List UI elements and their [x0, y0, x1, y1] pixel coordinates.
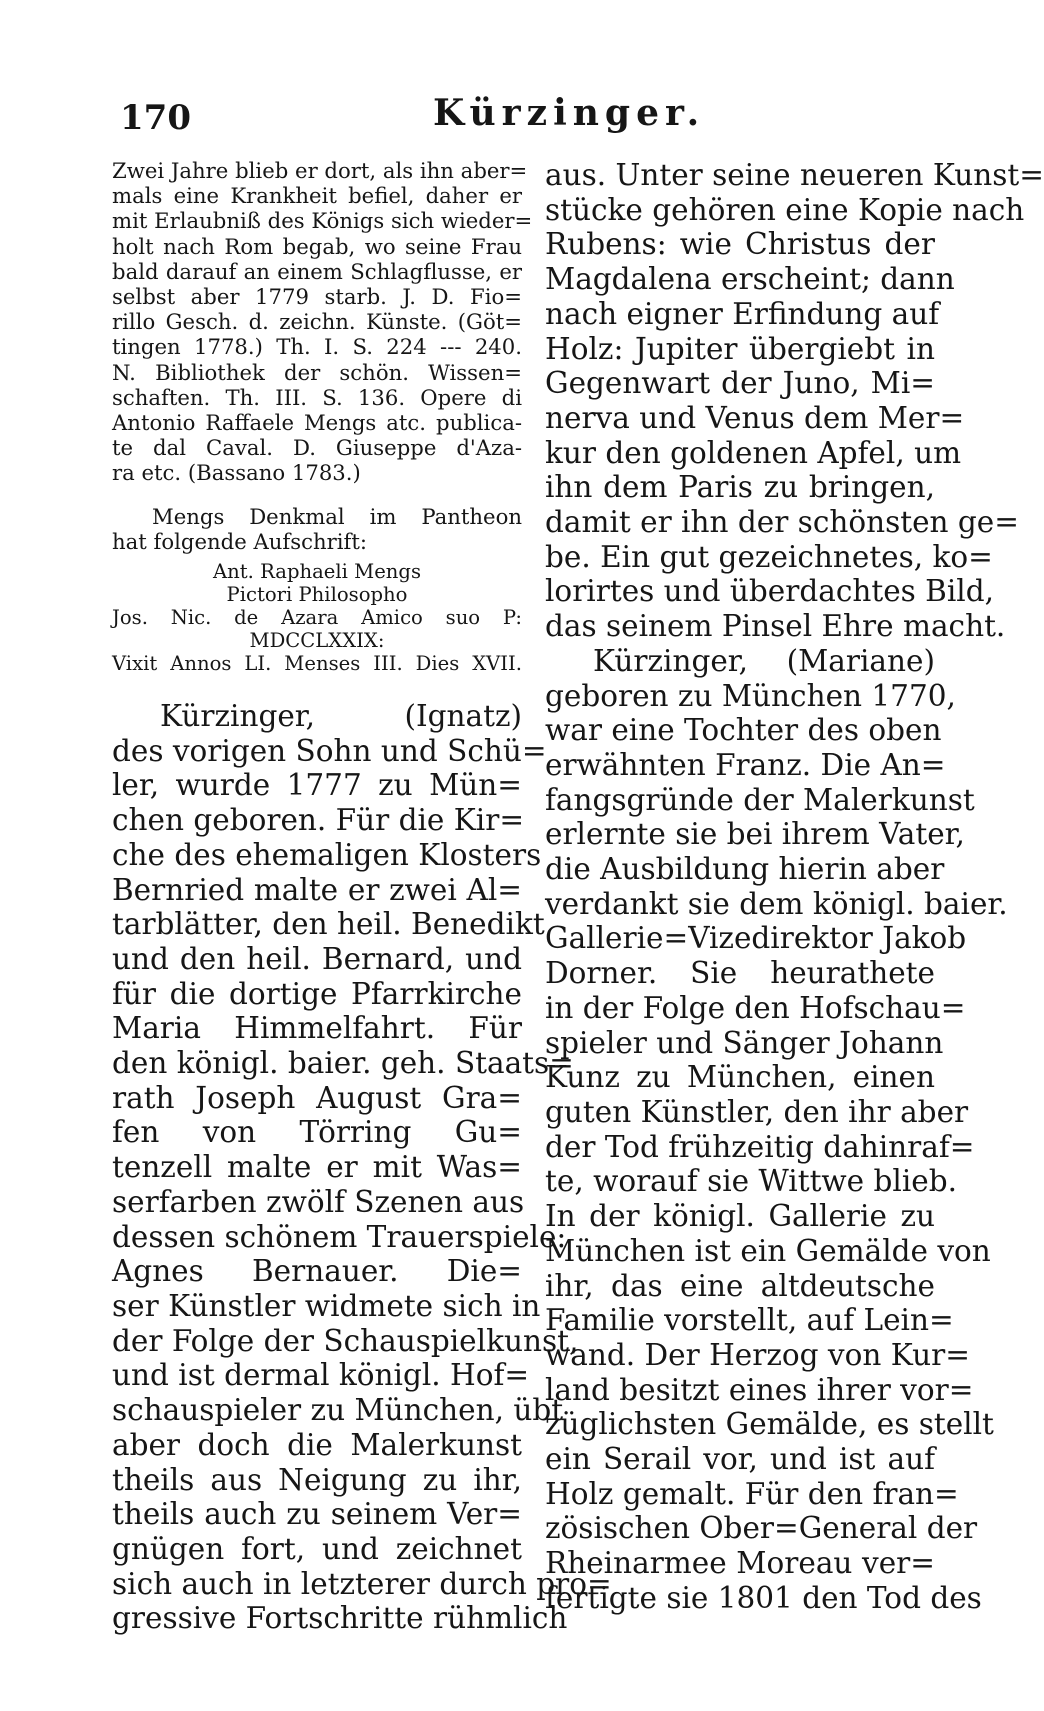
text-line: Gallerie=Vizedirektor Jakob — [545, 921, 967, 956]
text-line: erwähnten Franz. Die An= — [545, 747, 946, 782]
text-line: stücke gehören eine Kopie nach — [545, 192, 1025, 227]
text-line: spieler und Sänger Johann — [545, 1025, 944, 1060]
inscription-line: Vixit Annos LI. Menses III. Dies XVII. — [112, 652, 522, 676]
text-line: tarblätter, den heil. Benedikt — [112, 907, 545, 942]
text-line: Dorner. Sie heurathete — [545, 956, 935, 991]
text-line: Bernried malte er zwei Al= — [112, 872, 522, 907]
text-line: des vorigen Sohn und Schü= — [112, 733, 547, 768]
text-line: verdankt sie dem königl. baier. — [545, 886, 1008, 921]
text-line: Holz: Jupiter übergiebt in — [545, 331, 935, 366]
text-line: theils auch zu seinem Ver= — [112, 1497, 522, 1532]
left-column — [112, 158, 612, 1636]
text-line: ihr, das eine altdeutsche — [545, 1268, 935, 1303]
text-line: Rubens: wie Christus der — [545, 227, 935, 262]
text-line: N. Bibliothek der schön. Wissen= — [112, 359, 522, 385]
text-line: gnügen fort, und zeichnet — [112, 1531, 522, 1566]
text-line: ihn dem Paris zu bringen, — [545, 470, 935, 505]
text-line: der Folge der Schauspielkunst, — [112, 1323, 579, 1358]
inscription — [112, 560, 522, 675]
text-line: che des ehemaligen Klosters — [112, 837, 542, 872]
text-line: Holz gemalt. Für den fran= — [545, 1476, 959, 1511]
text-line: Rheinarmee Moreau ver= — [545, 1546, 935, 1581]
text-line: rath Joseph August Gra= — [112, 1080, 522, 1115]
text-line: war eine Tochter des oben — [545, 713, 942, 748]
text-line: tenzell malte er mit Was= — [112, 1150, 522, 1185]
text-line: ler, wurde 1777 zu Mün= — [112, 768, 522, 803]
text-line: für die dortige Pfarrkirche — [112, 976, 522, 1011]
entry-heading-line: Kürzinger, (Ignatz) — [160, 699, 522, 734]
text-line: Zwei Jahre blieb er dort, als ihn aber= — [112, 158, 528, 183]
text-line: bald darauf an einem Schlagflusse, er — [112, 258, 522, 284]
text-line: serfarben zwölf Szenen aus — [112, 1184, 525, 1219]
text-line: guten Künstler, den ihr aber — [545, 1094, 969, 1129]
text-line: und ist dermal königl. Hof= — [112, 1358, 530, 1393]
text-line: das seinem Pinsel Ehre macht. — [545, 609, 1006, 644]
text-line: ein Serail vor, und ist auf — [545, 1442, 935, 1477]
text-line: der Tod frühzeitig dahinraf= — [545, 1129, 975, 1164]
text-line: Agnes Bernauer. Die= — [112, 1254, 522, 1289]
text-line: Gegenwart der Juno, Mi= — [545, 366, 935, 401]
text-line: kur den goldenen Apfel, um — [545, 435, 962, 470]
text-line: Mengs Denkmal im Pantheon — [152, 503, 522, 529]
text-line: Maria Himmelfahrt. Für — [112, 1011, 522, 1046]
text-line: theils aus Neigung zu ihr, — [112, 1462, 522, 1497]
left-notes — [112, 158, 533, 486]
inscription-line: MDCCLXXIX: — [249, 629, 385, 653]
text-line: erlernte sie bei ihrem Vater, — [545, 817, 965, 852]
text-line: gressive Fortschritte rühmlich — [112, 1601, 568, 1636]
text-line: ser Künstler widmete sich in — [112, 1289, 541, 1323]
right-column — [545, 158, 1044, 1616]
text-line: sich auch in letzterer durch pro= — [112, 1566, 612, 1601]
text-line: Familie vorstellt, auf Lein= — [545, 1303, 954, 1338]
text-line: Magdalena erscheint; dann — [545, 262, 955, 297]
text-line: land besitzt eines ihrer vor= — [545, 1372, 974, 1407]
text-line: mals eine Krankheit befiel, daher er — [112, 183, 522, 209]
text-line: aus. Unter seine neueren Kunst= — [545, 158, 1044, 192]
text-line: be. Ein gut gezeichnetes, ko= — [545, 539, 993, 574]
inscription-line: Jos. Nic. de Azara Amico suo P: — [112, 606, 522, 630]
text-line: München ist ein Gemälde von — [545, 1233, 991, 1268]
text-line: Kunz zu München, einen — [545, 1060, 935, 1095]
text-line: holt nach Rom begab, wo seine Frau — [112, 233, 522, 259]
page-number: 170 — [120, 98, 191, 138]
text-line: schaften. Th. III. S. 136. Opere di — [112, 384, 522, 410]
text-line: Antonio Raffaele Mengs atc. publica- — [112, 410, 522, 436]
text-line: nerva und Venus dem Mer= — [545, 400, 965, 435]
text-line: züglichsten Gemälde, es stellt — [545, 1407, 994, 1442]
text-line: fertigte sie 1801 den Tod des — [545, 1580, 982, 1615]
text-line: aber doch die Malerkunst — [112, 1427, 522, 1462]
inscription-intro — [112, 504, 522, 554]
text-line: dessen schönem Trauerspiele: — [112, 1219, 567, 1254]
inscription-line: Pictori Philosopho — [226, 583, 408, 607]
entry-heading-line: Kürzinger, (Mariane) — [593, 643, 935, 678]
text-line: geboren zu München 1770, — [545, 678, 956, 713]
text-line: wand. Der Herzog von Kur= — [545, 1337, 970, 1372]
text-line: chen geboren. Für die Kir= — [112, 803, 525, 838]
text-line: ra etc. (Bassano 1783.) — [112, 460, 361, 486]
text-line: damit er ihn der schönsten ge= — [545, 505, 1019, 540]
inscription-line: Ant. Raphaeli Mengs — [212, 560, 422, 584]
text-line: hat folgende Aufschrift: — [112, 528, 368, 554]
text-line: fangsgründe der Malerkunst — [545, 782, 975, 817]
text-line: zösischen Ober=General der — [545, 1511, 978, 1546]
text-line: tingen 1778.) Th. I. S. 224 --- 240. — [112, 334, 522, 360]
text-line: mit Erlaubniß des Königs sich wieder= — [112, 208, 533, 234]
text-line: In der königl. Gallerie zu — [545, 1199, 935, 1234]
running-head: Kürzinger. — [433, 92, 706, 134]
text-line: schauspieler zu München, übt — [112, 1393, 564, 1428]
text-line: selbst aber 1779 starb. J. D. Fio= — [112, 284, 522, 310]
text-line: die Ausbildung hierin aber — [545, 852, 945, 887]
text-line: te, worauf sie Wittwe blieb. — [545, 1164, 957, 1199]
text-line: nach eigner Erfindung auf — [545, 296, 940, 331]
text-line: fen von Törring Gu= — [112, 1115, 522, 1150]
text-line: und den heil. Bernard, und — [112, 941, 522, 976]
entry-ignatz — [112, 699, 612, 1636]
text-line: den königl. baier. geh. Staats= — [112, 1046, 574, 1081]
text-line: lorirtes und überdachtes Bild, — [545, 574, 994, 609]
text-line: in der Folge den Hofschau= — [545, 990, 966, 1025]
text-line: rillo Gesch. d. zeichn. Künste. (Göt= — [112, 309, 522, 335]
text-line: te dal Caval. D. Giuseppe d'Aza- — [112, 435, 522, 461]
